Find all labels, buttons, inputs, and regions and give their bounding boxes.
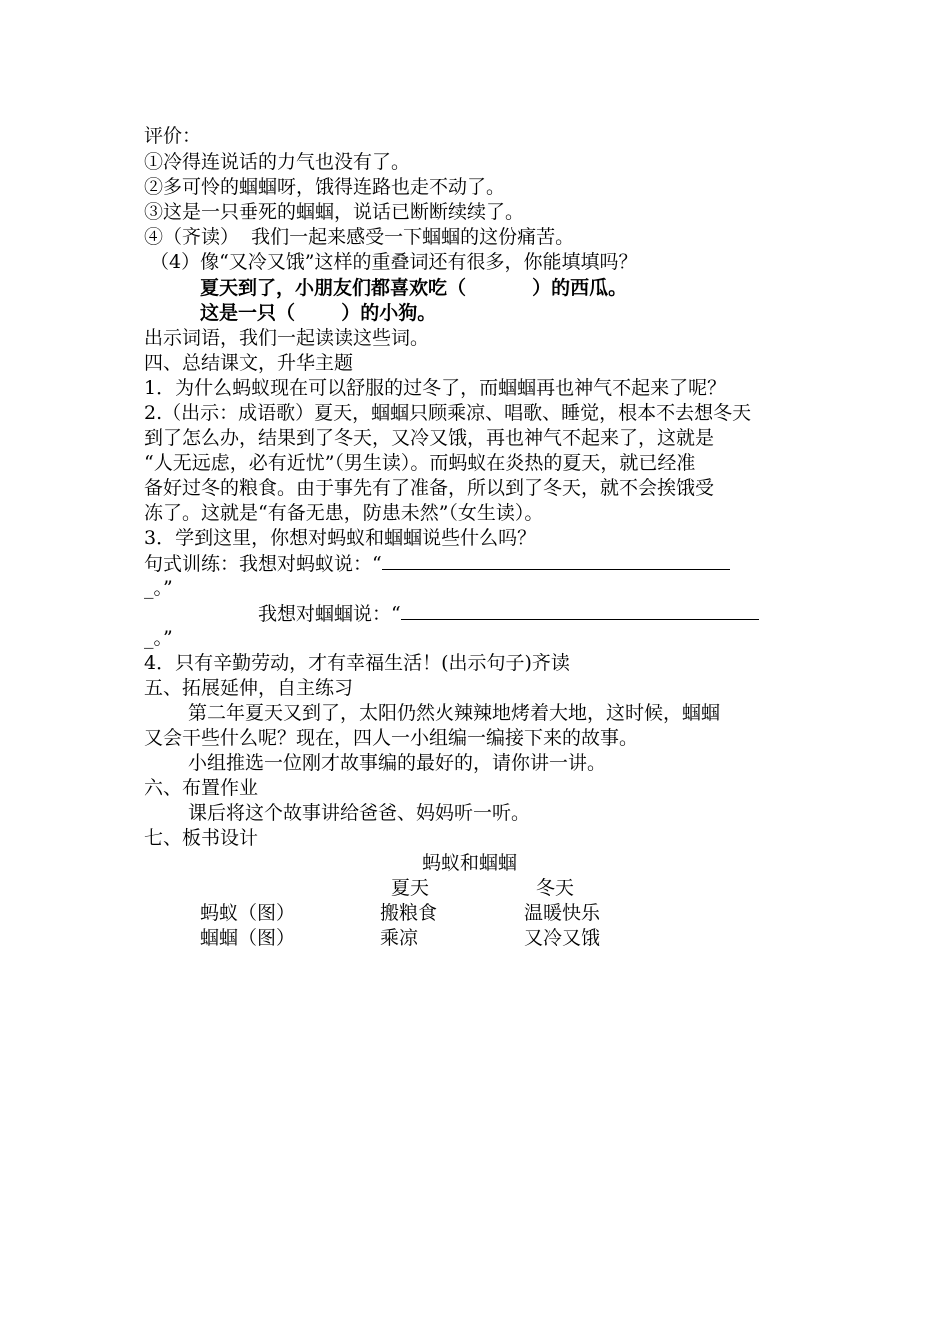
board-row-cricket-winter: 又冷又饿 — [524, 927, 601, 949]
evaluation-heading: 评价： — [144, 125, 202, 147]
evaluation-item-2: ②多可怜的蝈蝈呀，饿得连路也走不动了。 — [144, 176, 506, 198]
sentence-drill-cricket-end: _。” — [144, 627, 173, 649]
evaluation-item-4: ④（齐读） 我们一起来感受一下蝈蝈的这份痛苦。 — [144, 226, 575, 248]
paragraph-2-line-3: “人无远虑，必有近忧”（男生读）。而蚂蚁在炎热的夏天，就已经准 — [144, 452, 696, 474]
paragraph-2-line-1: 2.（出示：成语歌）夏天，蝈蝈只顾乘凉、唱歌、睡觉，根本不去想冬天 — [144, 402, 752, 424]
board-title: 蚂蚁和蝈蝈 — [422, 852, 518, 874]
homework-line: 课后将这个故事讲给爸爸、妈妈听一听。 — [188, 802, 531, 824]
paragraph-2-line-4: 备好过冬的粮食。由于事先有了准备，所以到了冬天，就不会挨饿受 — [144, 477, 715, 499]
answer-blank-ant[interactable] — [382, 551, 730, 570]
reduplication-question: （4）像“又冷又饿”这样的重叠词还有很多，你能填填吗？ — [150, 251, 638, 273]
answer-blank-cricket[interactable] — [401, 601, 759, 620]
question-3: 3．学到这里，你想对蚂蚁和蝈蝈说些什么吗？ — [144, 527, 537, 549]
sentence-drill-cricket — [258, 601, 759, 627]
fill-blank-puppy: 这是一只（ ）的小狗。 — [200, 302, 437, 324]
section-seven-heading: 七、板书设计 — [144, 827, 259, 849]
paragraph-2-line-2: 到了怎么办，结果到了冬天，又冷又饿，再也神气不起来了，这就是 — [144, 427, 715, 449]
board-row-ant-winter: 温暖快乐 — [524, 902, 601, 924]
group-story-line: 小组推选一位刚才故事编的最好的，请你讲一讲。 — [188, 752, 607, 774]
question-1: 1．为什么蚂蚁现在可以舒服的过冬了，而蝈蝈再也神气不起来了呢？ — [144, 377, 727, 399]
board-row-cricket-label: 蝈蝈（图） — [200, 927, 296, 949]
sentence-drill-ant — [144, 551, 730, 577]
section-six-heading: 六、布置作业 — [144, 777, 259, 799]
section-four-heading: 四、总结课文，升华主题 — [144, 352, 354, 374]
board-row-ant-label: 蚂蚁（图） — [200, 902, 296, 924]
board-row-ant-summer: 搬粮食 — [380, 902, 438, 924]
extension-paragraph-line-2: 又会干些什么呢？现在，四人一小组编一编接下来的故事。 — [144, 727, 639, 749]
sentence-drill-ant-label: 句式训练：我想对蚂蚁说：“ — [144, 553, 382, 575]
section-five-heading: 五、拓展延伸，自主练习 — [144, 677, 354, 699]
evaluation-item-3: ③这是一只垂死的蝈蝈，说话已断断续续了。 — [144, 201, 525, 223]
show-words-line: 出示词语，我们一起读读这些词。 — [144, 327, 430, 349]
board-col-summer: 夏天 — [391, 877, 430, 899]
question-4: 4．只有辛勤劳动，才有幸福生活！(出示句子)齐读 — [144, 652, 570, 674]
fill-blank-watermelon: 夏天到了，小朋友们都喜欢吃（ ）的西瓜。 — [200, 277, 628, 299]
sentence-drill-ant-end: _。” — [144, 577, 173, 599]
evaluation-item-1: ①冷得连说话的力气也没有了。 — [144, 151, 411, 173]
extension-paragraph-line-1: 第二年夏天又到了，太阳仍然火辣辣地烤着大地，这时候，蝈蝈 — [188, 702, 721, 724]
sentence-drill-cricket-label: 我想对蝈蝈说：“ — [258, 603, 401, 625]
paragraph-2-line-5: 冻了。这就是“有备无患，防患未然”（女生读）。 — [144, 502, 544, 524]
board-col-winter: 冬天 — [536, 877, 575, 899]
board-row-cricket-summer: 乘凉 — [380, 927, 419, 949]
